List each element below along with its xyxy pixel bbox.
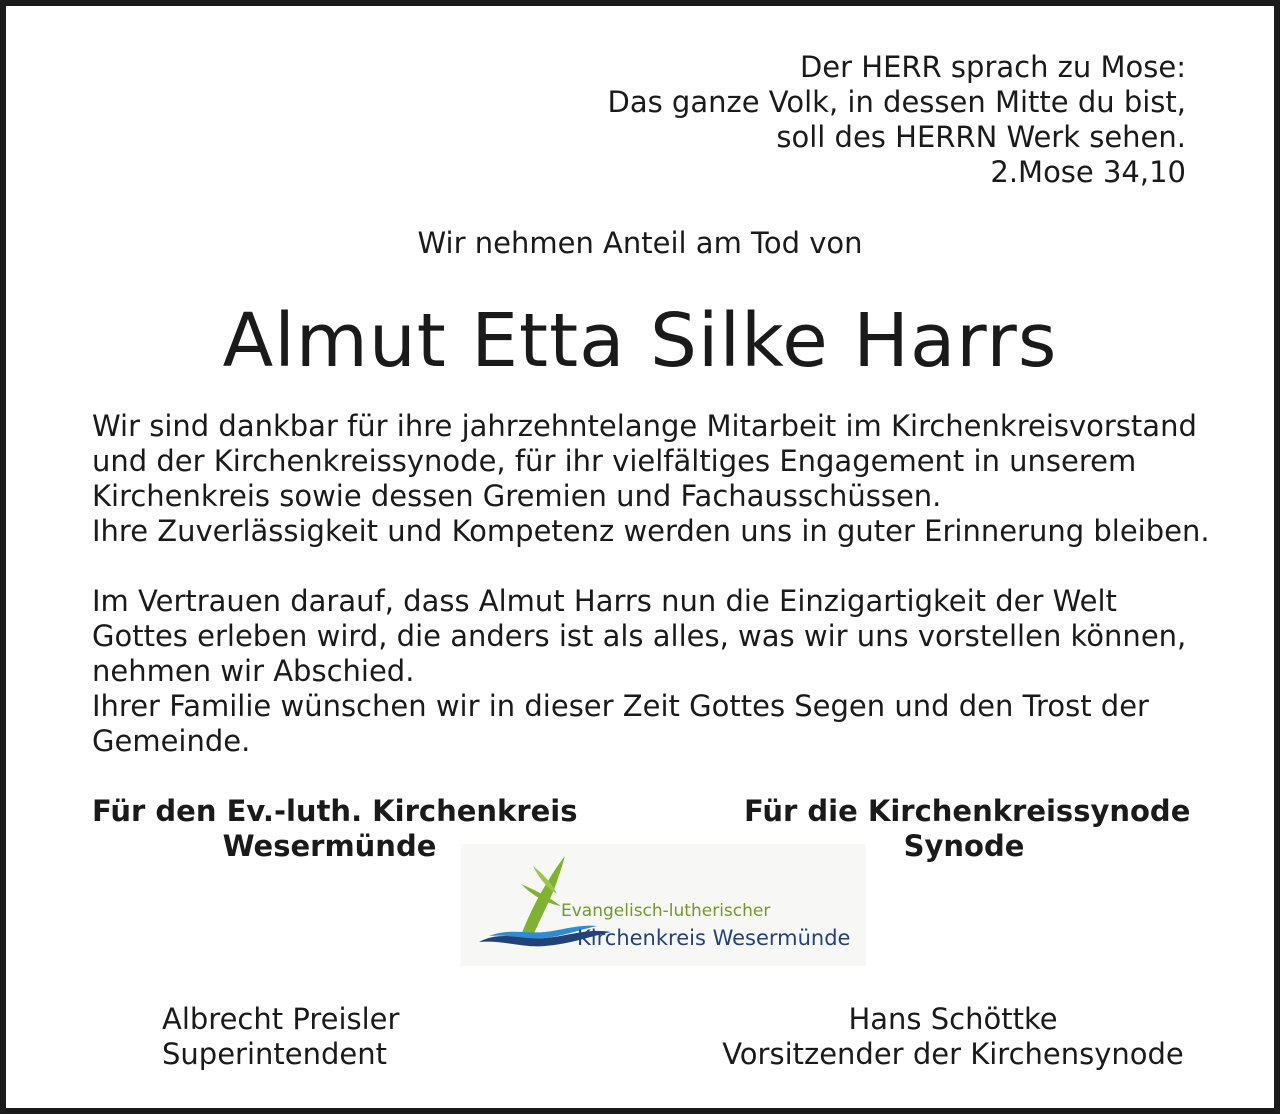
paragraph-farewell	[92, 584, 1202, 759]
paragraph-line: Ihrer Familie wünschen wir in dieser Zeit Gottes Segen und den Trost der	[92, 689, 1149, 723]
verse-reference: 2.Mose 34,10	[990, 155, 1186, 189]
logo-text-line: Kirchenkreis Wesermünde	[577, 926, 851, 950]
paragraph-line: Gemeinde.	[92, 724, 251, 758]
intro-text: Wir nehmen Anteil am Tod von	[417, 226, 863, 260]
signer-title: Vorsitzender der Kirchensynode	[722, 1037, 1184, 1071]
signer-name: Hans Schöttke	[848, 1002, 1058, 1036]
deceased-name: Almut Etta Silke Harrs	[222, 298, 1058, 384]
signature-superintendent	[162, 1002, 399, 1072]
org-line: Wesermünde	[222, 829, 437, 863]
kirchenkreis-logo	[461, 844, 866, 966]
paragraph-line: Kirchenkreis sowie dessen Gremien und Fachausschüssen.	[92, 479, 942, 513]
paragraph-line: Gottes erleben wird, die anders ist als alles, was wir uns vorstellen können,	[92, 619, 1187, 653]
paragraph-gratitude	[92, 409, 1210, 549]
signature-chair	[718, 1002, 1188, 1072]
paragraph-line: nehmen wir Abschied.	[92, 654, 415, 688]
paragraph-line: Im Vertrauen darauf, dass Almut Harrs nun die Einzigartigkeit der Welt	[92, 584, 1117, 618]
org-line: Für den Ev.-luth. Kirchenkreis	[92, 794, 578, 828]
signer-title: Superintendent	[162, 1037, 387, 1071]
paragraph-line: und der Kirchenkreissynode, für ihr vielfältiges Engagement in unserem	[92, 444, 1137, 478]
signer-name: Albrecht Preisler	[162, 1002, 400, 1036]
logo-text-line: Evangelisch-lutherischer	[561, 901, 771, 921]
paragraph-line: Ihre Zuverlässigkeit und Kompetenz werden uns in guter Erinnerung bleiben.	[92, 514, 1210, 548]
verse-line: Das ganze Volk, in dessen Mitte du bist,	[607, 85, 1186, 119]
paragraph-line: Wir sind dankbar für ihre jahrzehntelange Mitarbeit im Kirchenkreisvorstand	[92, 409, 1197, 443]
org-line: Synode	[903, 829, 1025, 863]
org-line: Für die Kirchenkreissynode	[744, 794, 1191, 828]
bible-verse	[608, 50, 1187, 190]
verse-line: soll des HERRN Werk sehen.	[776, 120, 1186, 154]
verse-line: Der HERR sprach zu Mose:	[799, 50, 1186, 84]
